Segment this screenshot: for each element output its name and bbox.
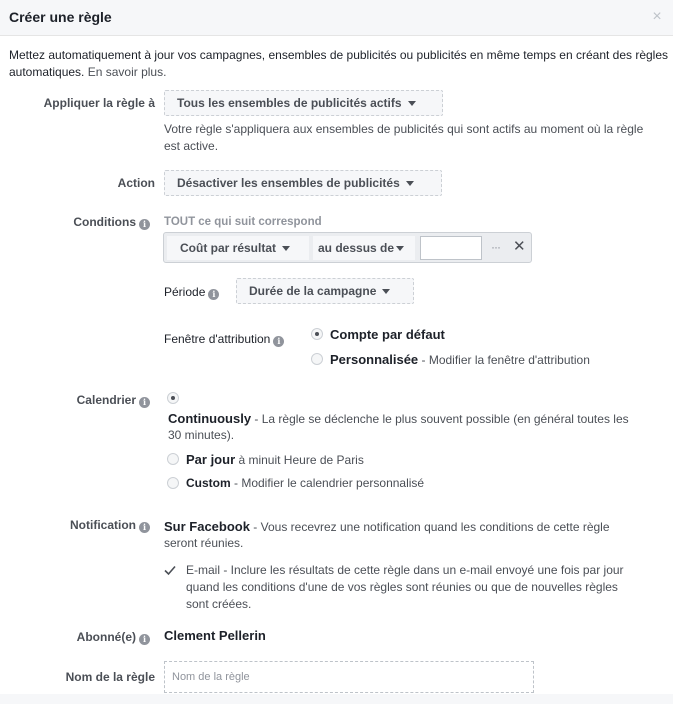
dialog-header xyxy=(0,0,673,36)
subscriber-label xyxy=(77,630,150,645)
info-icon[interactable]: i xyxy=(139,397,150,408)
info-icon[interactable]: i xyxy=(139,522,150,533)
email-line-2: quand les conditions d'une de vos règles sont réunies ou que de nouvelles règles xyxy=(186,580,618,594)
schedule-daily-title: Par jour xyxy=(186,452,236,467)
action-label: Action xyxy=(117,176,155,190)
notification-facebook-title: Sur Facebook xyxy=(164,519,250,534)
attribution-label-text: Fenêtre d'attribution xyxy=(164,332,271,346)
apply-label: Appliquer la règle à xyxy=(43,96,155,110)
period-dropdown-value: Durée de la campagne xyxy=(249,284,377,298)
caret-down-icon xyxy=(408,101,416,106)
rule-name-input[interactable] xyxy=(164,661,534,693)
close-icon[interactable]: × xyxy=(652,8,662,25)
attribution-custom-desc: - Modifier la fenêtre d'attribution xyxy=(418,353,590,367)
schedule-custom-title: Custom xyxy=(186,476,231,490)
condition-row xyxy=(163,232,532,263)
caret-down-icon xyxy=(396,246,404,251)
info-icon[interactable]: i xyxy=(273,336,284,347)
condition-value-input[interactable] xyxy=(420,236,482,260)
attribution-default-radio[interactable] xyxy=(311,328,323,340)
caret-down-icon xyxy=(282,246,290,251)
learn-more-link[interactable]: En savoir plus. xyxy=(87,65,167,79)
schedule-continuously-desc-2: 30 minutes). xyxy=(168,428,235,442)
schedule-custom-radio[interactable] xyxy=(167,477,179,489)
email-checkbox[interactable] xyxy=(163,563,177,577)
info-icon[interactable]: i xyxy=(139,634,150,645)
schedule-continuously-radio[interactable] xyxy=(167,392,179,404)
attribution-option-default[interactable] xyxy=(330,326,445,344)
attribution-option-custom[interactable] xyxy=(330,351,590,369)
intro-text xyxy=(9,47,669,81)
schedule-option-daily[interactable] xyxy=(186,451,364,469)
subscriber-name: Clement Pellerin xyxy=(164,628,266,643)
email-line-1: E-mail - Inclure les résultats de cette règle dans un e-mail envoyé une fois par jour xyxy=(186,563,624,577)
schedule-option-custom[interactable] xyxy=(186,475,424,492)
dialog-footer xyxy=(0,694,673,704)
info-icon[interactable]: i xyxy=(139,219,150,230)
schedule-custom-desc: - Modifier le calendrier personnalisé xyxy=(230,476,425,490)
checkmark-icon xyxy=(165,567,175,575)
metric-dropdown[interactable] xyxy=(167,236,309,260)
conditions-label-text: Conditions xyxy=(73,215,136,229)
apply-help-text: Votre règle s'appliquera aux ensembles de publicités qui sont actifs au moment où la règle est active. xyxy=(164,122,644,153)
notification-label xyxy=(70,518,150,533)
period-label-text: Période xyxy=(164,285,206,299)
attribution-default-title: Compte par défaut xyxy=(330,327,445,342)
period-dropdown[interactable] xyxy=(236,278,414,304)
schedule-option-continuously[interactable] xyxy=(168,410,629,428)
notification-facebook xyxy=(164,518,610,536)
operator-dropdown-value: au dessus de xyxy=(318,241,395,255)
more-options-icon[interactable]: ··· xyxy=(491,240,500,254)
apply-dropdown[interactable] xyxy=(164,90,443,116)
conditions-label xyxy=(73,215,150,230)
schedule-continuously-desc: - La règle se déclenche le plus souvent possible (en général toutes les xyxy=(251,412,629,426)
attribution-custom-title: Personnalisée xyxy=(330,352,419,367)
apply-dropdown-value: Tous les ensembles de publicités actifs xyxy=(177,96,402,110)
operator-dropdown[interactable] xyxy=(313,236,415,260)
intro-description: Mettez automatiquement à jour vos campagnes, ensembles de publicités ou publicités en même temps en créant des règles automatiques. xyxy=(9,48,669,79)
dialog-title: Créer une règle xyxy=(9,9,112,25)
metric-dropdown-value: Coût par résultat xyxy=(180,241,277,255)
attribution-custom-radio[interactable] xyxy=(311,353,323,365)
caret-down-icon xyxy=(406,181,414,186)
remove-condition-icon[interactable]: ✕ xyxy=(513,238,526,255)
notification-facebook-desc: - Vous recevrez une notification quand les conditions de cette règle xyxy=(249,520,610,534)
schedule-label-text: Calendrier xyxy=(76,393,136,407)
email-line-3: sont créées. xyxy=(186,597,252,611)
conditions-match-text: TOUT ce qui suit correspond xyxy=(164,216,322,228)
attribution-label xyxy=(164,332,284,347)
period-label xyxy=(164,285,219,300)
action-dropdown[interactable] xyxy=(164,170,442,196)
rule-name-label: Nom de la règle xyxy=(65,670,155,684)
caret-down-icon xyxy=(382,289,390,294)
schedule-daily-radio[interactable] xyxy=(167,453,179,465)
subscriber-label-text: Abonné(e) xyxy=(76,630,136,644)
schedule-label xyxy=(77,393,150,408)
schedule-continuously-title: Continuously xyxy=(168,411,252,426)
info-icon[interactable]: i xyxy=(208,289,219,300)
schedule-daily-desc: à minuit Heure de Paris xyxy=(235,453,364,467)
notification-label-text: Notification xyxy=(70,518,136,532)
notification-facebook-desc-2: seront réunies. xyxy=(164,536,244,550)
action-dropdown-value: Désactiver les ensembles de publicités xyxy=(177,176,400,190)
